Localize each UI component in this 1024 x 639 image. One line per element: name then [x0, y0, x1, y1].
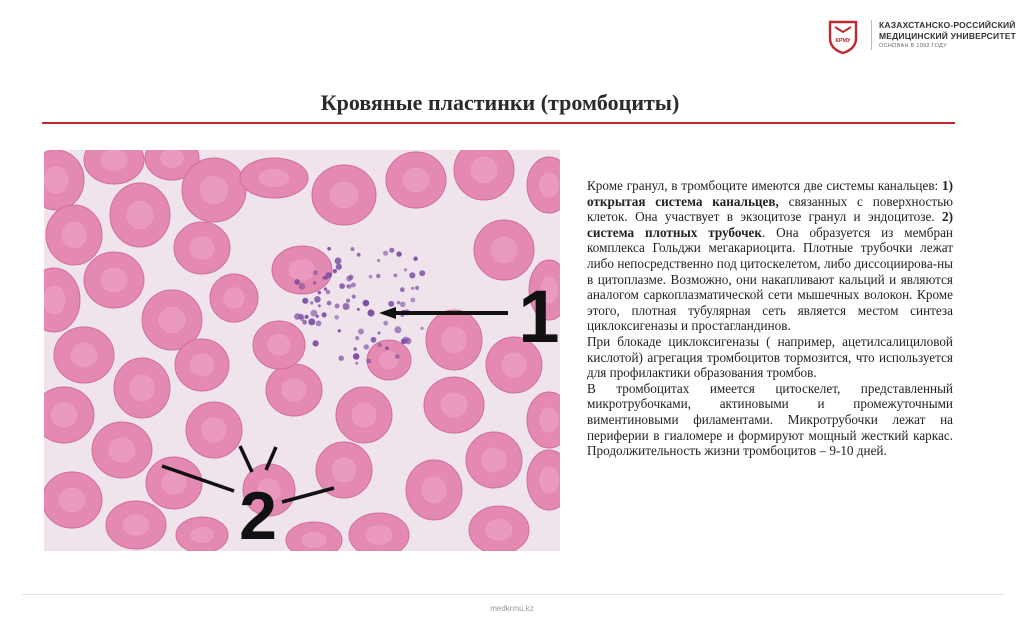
platelet — [397, 301, 400, 304]
platelet — [364, 344, 369, 349]
red-blood-cell-center — [200, 176, 229, 205]
red-blood-cell-center — [71, 342, 98, 367]
red-blood-cell-center — [289, 259, 316, 281]
red-blood-cell-center — [189, 236, 214, 259]
logo-badge-text: КРМУ — [835, 38, 851, 44]
platelet — [357, 253, 361, 257]
platelet — [419, 270, 425, 276]
platelet — [377, 259, 380, 262]
platelet — [385, 346, 389, 350]
platelet — [294, 279, 300, 285]
platelet — [400, 287, 405, 292]
red-blood-cell-center — [190, 353, 214, 376]
platelet — [336, 264, 342, 270]
platelet — [363, 300, 370, 307]
platelet — [421, 327, 424, 330]
body-text — [587, 178, 953, 459]
red-blood-cell-center — [366, 525, 393, 545]
platelet — [411, 287, 414, 290]
dense-tubule-system-term: 2) система плотных трубочек — [587, 209, 953, 240]
platelet — [339, 283, 345, 289]
platelet — [313, 340, 319, 346]
shield-logo-icon — [827, 18, 859, 54]
red-blood-cell-center — [471, 157, 498, 184]
red-blood-cell-center — [301, 532, 326, 548]
platelet — [335, 304, 340, 309]
platelet — [401, 339, 406, 344]
platelet — [339, 356, 344, 361]
logo-text — [879, 20, 1016, 51]
platelet — [299, 283, 306, 290]
red-blood-cell-center — [223, 287, 245, 309]
red-blood-cell-center — [539, 467, 559, 494]
red-blood-cell-center — [59, 487, 86, 512]
red-blood-cell-center — [159, 307, 186, 334]
red-blood-cell-center — [421, 477, 446, 504]
red-blood-cell-center — [51, 402, 78, 427]
platelet — [369, 275, 373, 279]
red-blood-cell-center — [267, 334, 290, 356]
platelet — [313, 270, 318, 275]
red-blood-cell-center — [101, 267, 128, 292]
platelet — [313, 281, 316, 284]
logo-line-3: ОСНОВАН В 1992 ГОДУ — [879, 43, 947, 49]
platelet — [352, 295, 356, 299]
platelet — [371, 337, 377, 343]
red-blood-cell-center — [539, 407, 559, 432]
platelet — [318, 291, 321, 294]
platelet — [404, 268, 407, 271]
paragraph-2: При блокаде циклоксигеназы ( например, ацетилсалициловой кислотой) агрегация тромбоцитов тормозится, что используется для профилактики образования тромбов. — [587, 333, 953, 381]
red-blood-cell-center — [61, 222, 86, 249]
platelet — [369, 309, 372, 312]
red-blood-cell-center — [491, 237, 518, 264]
platelet — [335, 258, 342, 265]
platelet — [324, 287, 327, 290]
paragraph-1-part-2: связанных с поверхностью клеток. Она участвует в экзоцитозе гранул и эндоцитозе. — [587, 193, 953, 225]
red-blood-cell-center — [403, 167, 430, 192]
platelet — [376, 274, 380, 278]
paragraph-1 — [587, 178, 953, 334]
red-blood-cell-center — [109, 437, 136, 462]
logo-line-2: МЕДИЦИНСКИЙ УНИВЕРСИТЕТ — [879, 31, 1016, 41]
platelet — [413, 257, 417, 261]
red-blood-cell-center — [441, 327, 466, 354]
platelet — [389, 248, 394, 253]
platelet — [327, 247, 331, 251]
platelet — [333, 269, 337, 273]
platelet — [334, 315, 339, 320]
platelet — [322, 312, 327, 317]
red-blood-cell-center — [331, 457, 356, 482]
platelet — [302, 298, 308, 304]
platelet — [396, 251, 401, 256]
platelet — [394, 326, 401, 333]
red-blood-cell-center — [441, 392, 468, 417]
platelet — [355, 336, 359, 340]
platelet — [305, 315, 309, 319]
paragraph-3: В тромбоцитах имеется цитоскелет, представленный микротрубочками, актиновыми и промежуточными виментиновыми филаментами. Микротрубочки лежат на периферии в гиаломере и формируют мощный жесткий каркас. Продолжительность жизни тромбоцитов – 9-10 дней. — [587, 380, 953, 459]
red-blood-cell-center — [101, 150, 128, 171]
platelet — [346, 284, 349, 287]
platelet — [327, 301, 332, 306]
platelet — [411, 298, 416, 303]
platelet — [378, 332, 381, 335]
red-blood-cell-center — [330, 182, 359, 209]
platelet — [343, 303, 350, 310]
logo-divider — [871, 20, 872, 50]
platelet — [358, 329, 364, 335]
platelet — [314, 296, 321, 303]
red-blood-cell-center — [281, 378, 306, 401]
platelet — [400, 302, 406, 308]
platelet — [311, 310, 318, 317]
platelet — [329, 273, 332, 276]
platelet — [346, 299, 350, 303]
platelet — [383, 251, 388, 256]
platelet — [323, 276, 326, 279]
red-blood-cell-center — [379, 351, 399, 369]
footer-divider — [22, 594, 1004, 595]
platelet — [310, 301, 313, 304]
red-blood-cell-center — [127, 201, 154, 230]
red-blood-cell-center — [129, 375, 154, 402]
platelet — [351, 247, 355, 251]
red-blood-cell-center — [481, 447, 506, 472]
platelet — [353, 353, 360, 360]
paragraph-1-part-3: . Она образуется из мембран комплекса Гольджи мегакариоцита. Плотные трубочки лежат либо непосредственно под цитоскелетом, либо диссоциирова-ны в цитоплазме. Возможно, они накапливают кальций и являются аналогом саркоплазматической сети мышечных волокон. Кроме этого, плотная тубулярная сеть является местом синтеза циклоксигеназы и простагландинов. — [587, 224, 953, 334]
platelet — [409, 272, 415, 278]
platelet — [383, 321, 388, 326]
red-blood-cell-center — [44, 167, 69, 194]
logo-line-1: КАЗАХСТАНСКО-РОССИЙСКИЙ — [879, 20, 1016, 30]
platelet — [326, 290, 330, 294]
platelet — [395, 354, 400, 359]
title-underline — [42, 122, 955, 124]
platelet — [318, 304, 321, 307]
platelet — [415, 286, 419, 290]
platelet — [308, 318, 315, 325]
platelet — [346, 276, 352, 282]
blood-smear-micrograph — [44, 150, 560, 551]
platelet — [378, 343, 382, 347]
red-blood-cell-center — [123, 514, 150, 536]
platelet — [366, 359, 371, 364]
red-blood-cell-center — [190, 527, 213, 543]
platelet — [355, 362, 358, 365]
red-blood-cell-center — [486, 519, 513, 541]
platelet — [316, 321, 322, 327]
paragraph-1-part-1: Кроме гранул, в тромбоците имеются две системы канальцев: — [587, 178, 942, 193]
red-blood-cell-center — [201, 417, 226, 442]
platelet — [354, 347, 357, 350]
label-erythrocytes: 2 — [239, 478, 277, 551]
university-logo — [827, 18, 1024, 58]
page-title: Кровяные пластинки (тромбоциты) — [320, 90, 680, 115]
footer-link[interactable]: medkrmu.kz — [490, 604, 534, 613]
red-blood-cell-center — [351, 402, 376, 427]
label-platelets: 1 — [518, 275, 560, 358]
platelet — [394, 274, 398, 278]
platelet — [357, 308, 360, 311]
red-blood-cell-center — [539, 172, 559, 197]
red-blood-cell-center — [259, 169, 290, 187]
platelet — [338, 329, 341, 332]
platelet — [388, 301, 394, 307]
open-canal-system-term: 1) открытая система канальцев, — [587, 178, 953, 209]
platelet — [300, 316, 305, 321]
